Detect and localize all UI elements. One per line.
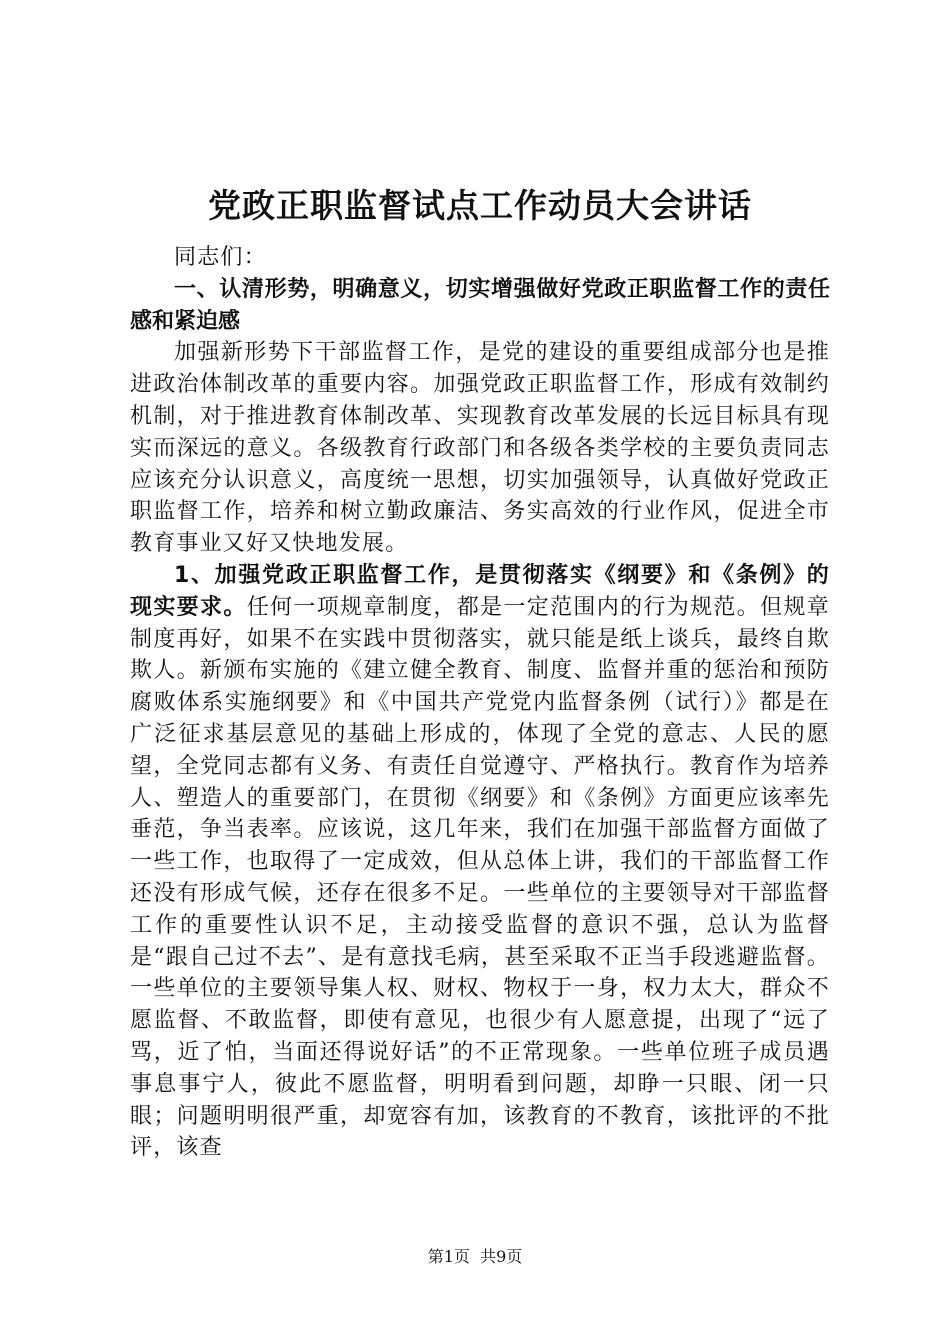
paragraph — [130, 560, 830, 1164]
section-heading: 一、认清形势，明确意义，切实增强做好党政正职监督工作的责任感和紧迫感 — [130, 276, 830, 334]
paragraph: 加强新形势下干部监督工作，是党的建设的重要组成部分也是推进政治体制改革的重要内容。加强党政正职监督工作，形成有效制约机制，对于推进教育体制改革、实现教育改革发展的长远目标具有现实而深远的意义。各级教育行政部门和各级各类学校的主要负责同志应该充分认识意义，高度统一思想，切实加强领导，认真做好党政正职监督工作，培养和树立勤政廉洁、务实高效的行业作风，促进全市教育事业又好又快地发展。 — [130, 340, 830, 557]
paragraph-body: 任何一项规章制度，都是一定范围内的行为规范。但规章制度再好，如果不在实践中贯彻落实，就只能是纸上谈兵，最终自欺欺人。新颁布实施的《建立健全教育、制度、监督并重的惩治和预防腐败体系实施纲要》和《中国共产党党内监督条例（试行）》都是在广泛征求基层意见的基础上形成的，体现了全党的意志、人民的愿望，全党同志都有义务、有责任自觉遵守、严格执行。教育作为培养人、塑造人的重要部门，在贯彻《纲要》和《条例》方面更应该率先垂范，争当表率。应该说，这几年来，我们在加强干部监督方面做了一些工作，也取得了一定成效，但从总体上讲，我们的干部监督工作还没有形成气候，还存在很多不足。一些单位的主要领导对干部监督工作的重要性认识不足，主动接受监督的意识不强，总认为监督是“跟自己过不去”、是有意找毛病，甚至采取不正当手段逃避监督。一些单位的主要领导集人权、财权、物权于一身，权力太大，群众不愿监督、不敢监督，即使有意见，也很少有人愿意提，出现了“远了骂，近了怕，当面还得说好话”的不正常现象。一些单位班子成员遇事息事宁人，彼此不愿监督，明明看到问题，却睁一只眼、闭一只眼；问题明明很严重，却宽容有加，该教育的不教育，该批评的不批评，该查 — [130, 594, 830, 1161]
page-number: 第1页 共9页 — [427, 1247, 523, 1266]
document-body — [130, 178, 830, 1164]
paragraph-lead: 1、加强党政正职监督工作，是贯彻落实《纲要》和《条例》的现实要求。 — [130, 562, 830, 620]
document-title: 党政正职监督试点工作动员大会讲话 — [208, 186, 752, 225]
page-footer — [0, 1247, 950, 1267]
salutation: 同志们： — [174, 245, 267, 270]
